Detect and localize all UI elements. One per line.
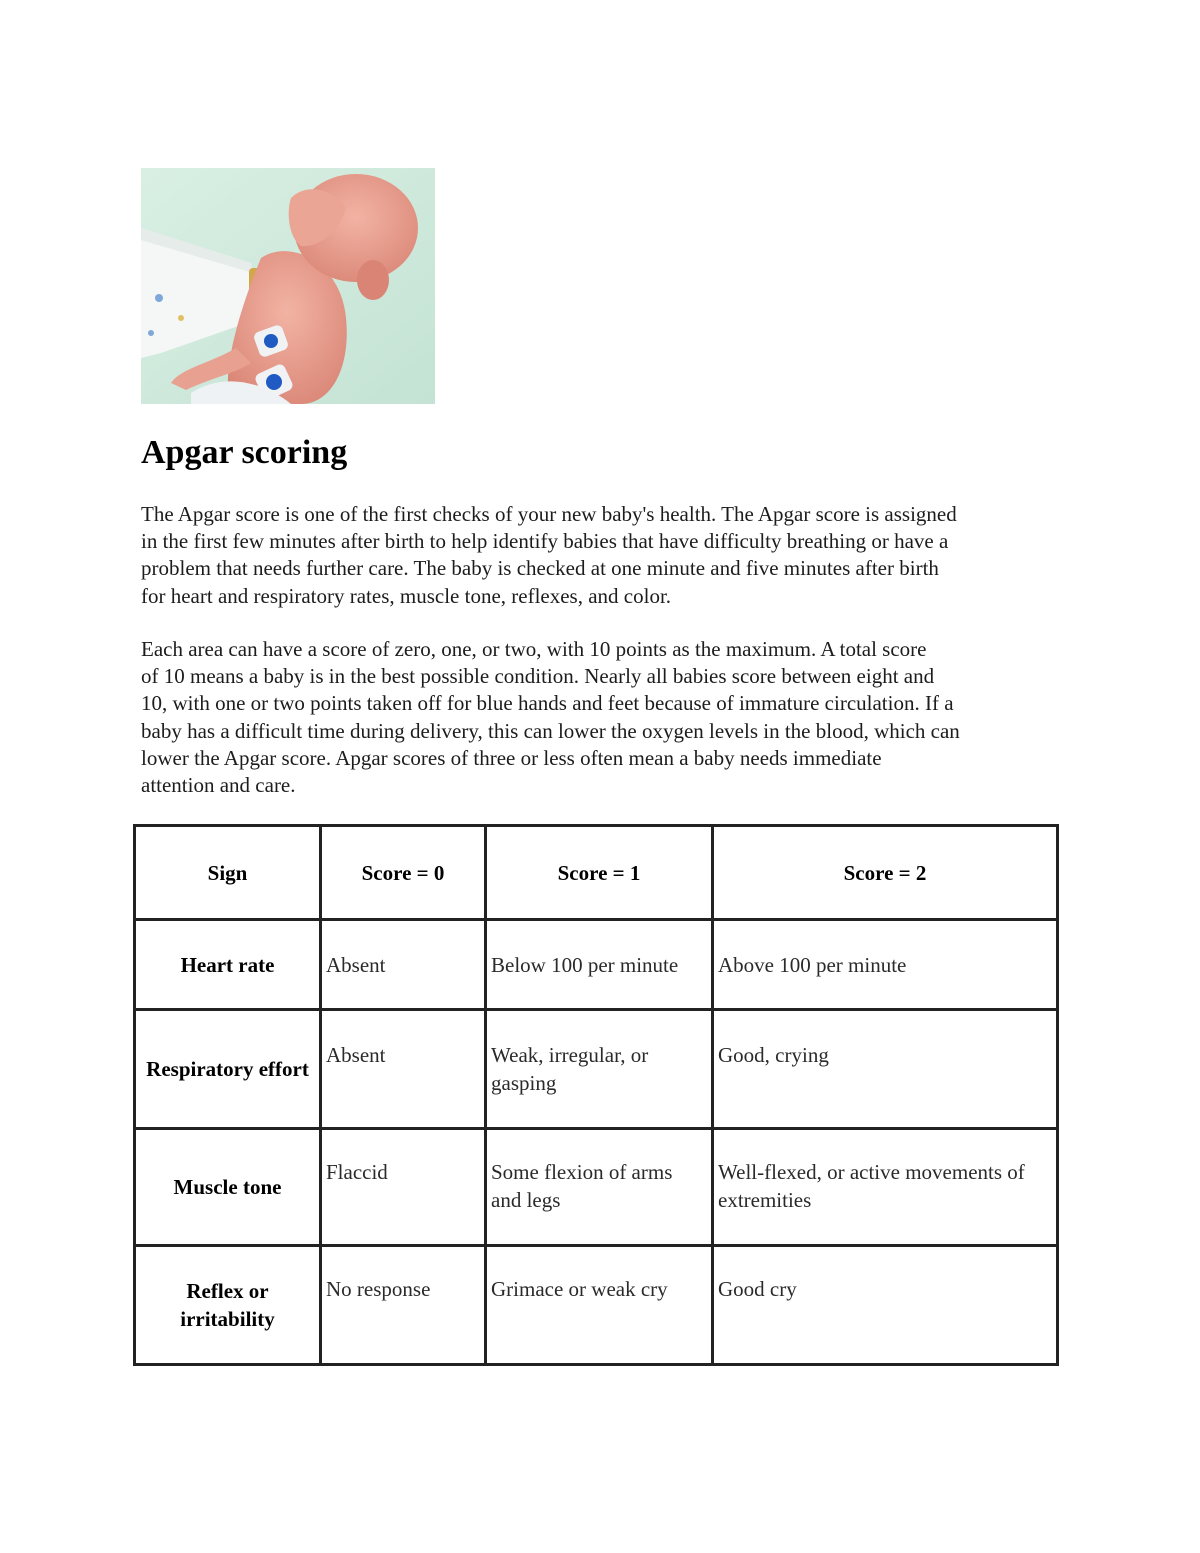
table-row <box>135 1246 1058 1365</box>
header-score-2: Score = 2 <box>713 826 1058 920</box>
table-row <box>135 1129 1058 1246</box>
sign-cell: Heart rate <box>135 920 321 1010</box>
page-title: Apgar scoring <box>141 434 348 471</box>
apgar-table <box>133 824 1059 1366</box>
sign-cell: Muscle tone <box>135 1129 321 1246</box>
score-2-cell: Good, crying <box>713 1010 1058 1129</box>
score-1-cell: Weak, irregular, or gasping <box>486 1010 713 1129</box>
score-0-cell: Absent <box>321 920 486 1010</box>
newborn-photo <box>141 168 435 404</box>
score-2-cell: Above 100 per minute <box>713 920 1058 1010</box>
paragraph-line: lower the Apgar score. Apgar scores of three or less often mean a baby needs immediate <box>141 745 882 770</box>
header-score-1: Score = 1 <box>486 826 713 920</box>
score-0-cell: No response <box>321 1246 486 1365</box>
paragraph-line: baby has a difficult time during delivery, this can lower the oxygen levels in the blood, which can <box>141 718 960 743</box>
paragraph-line: in the first few minutes after birth to help identify babies that have difficulty breathing or have a <box>141 529 949 554</box>
sign-cell: Reflex or irritability <box>135 1246 321 1365</box>
score-1-cell: Below 100 per minute <box>486 920 713 1010</box>
header-sign: Sign <box>135 826 321 920</box>
paragraph-line: Each area can have a score of zero, one, or two, with 10 points as the maximum. A total score <box>141 637 927 661</box>
intro-paragraph <box>141 501 1076 610</box>
paragraph-line: The Apgar score is one of the first checks of your new baby's health. The Apgar score is assigned <box>141 502 957 526</box>
sign-cell: Respiratory effort <box>135 1010 321 1129</box>
scoring-paragraph <box>141 636 1076 799</box>
paragraph-line: for heart and respiratory rates, muscle tone, reflexes, and color. <box>141 583 672 608</box>
score-1-cell: Grimace or weak cry <box>486 1246 713 1365</box>
score-2-cell: Well-flexed, or active movements of extremities <box>713 1129 1058 1246</box>
score-0-cell: Absent <box>321 1010 486 1129</box>
header-score-0: Score = 0 <box>321 826 486 920</box>
score-2-cell: Good cry <box>713 1246 1058 1365</box>
table-header-row <box>135 826 1058 920</box>
table-row <box>135 1010 1058 1129</box>
table-row <box>135 920 1058 1010</box>
paragraph-line: of 10 means a baby is in the best possible condition. Nearly all babies score between eight and <box>141 664 935 689</box>
paragraph-line: attention and care. <box>141 773 296 798</box>
score-0-cell: Flaccid <box>321 1129 486 1246</box>
paragraph-line: problem that needs further care. The baby is checked at one minute and five minutes after birth <box>141 556 939 581</box>
score-1-cell: Some flexion of arms and legs <box>486 1129 713 1246</box>
paragraph-line: 10, with one or two points taken off for blue hands and feet because of immature circulation. If a <box>141 691 954 716</box>
